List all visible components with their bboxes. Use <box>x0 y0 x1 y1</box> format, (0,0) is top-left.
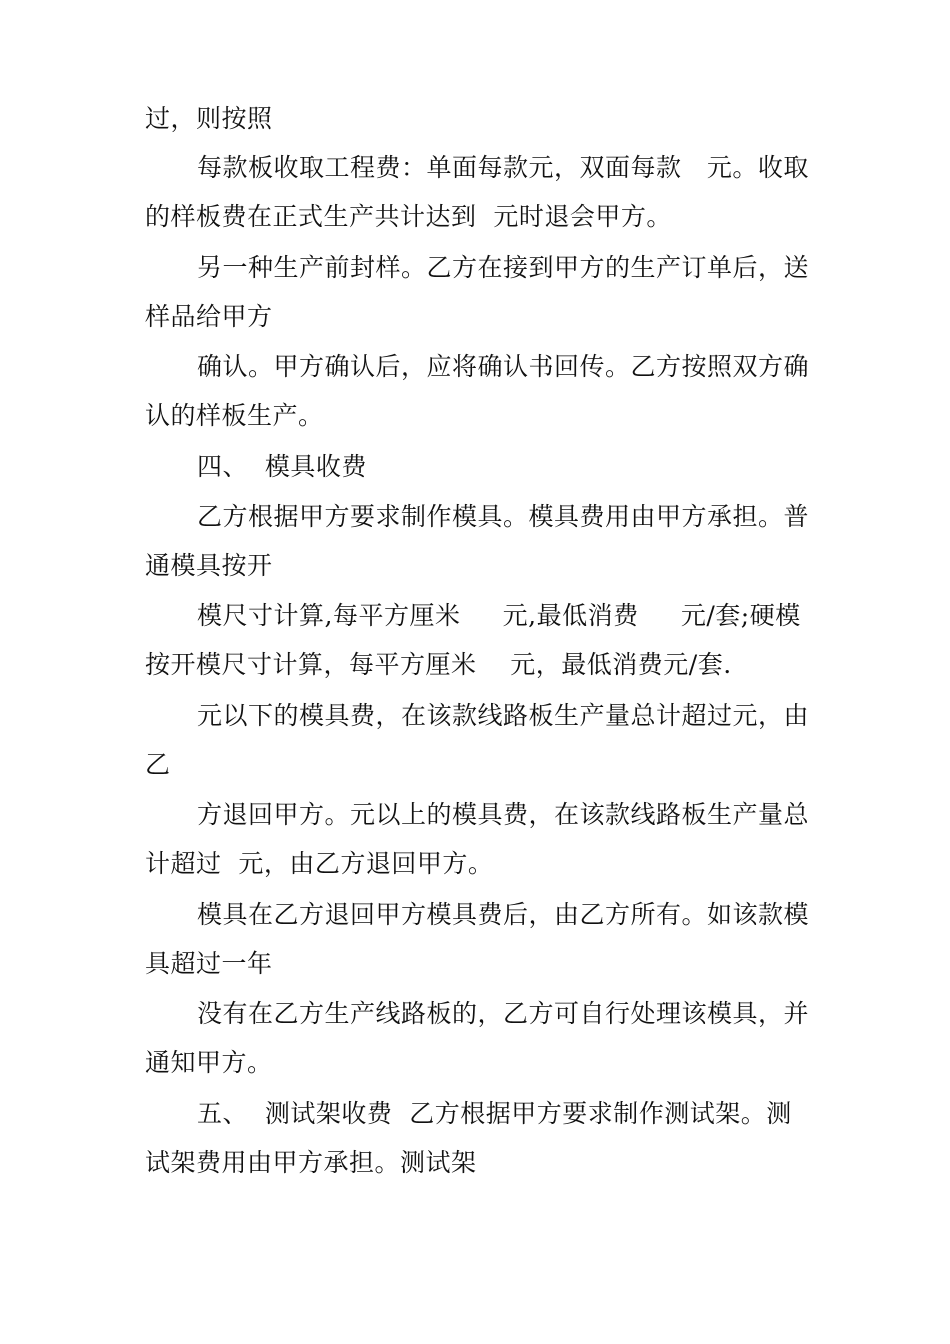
paragraph-4: 确认。甲方确认后，应将确认书回传。乙方按照双方确认的样板生产。 <box>145 352 810 430</box>
paragraph-3: 另一种生产前封样。乙方在接到甲方的生产订单后，送样品给甲方 <box>145 253 810 331</box>
paragraph-2: 每款板收取工程费：单面每款元，双面每款 元。收取的样板费在正式生产共计达到 元时退会甲方。 <box>145 153 809 231</box>
paragraph-9: 模具在乙方退回甲方模具费后，由乙方所有。如该款模具超过一年 <box>145 900 810 978</box>
section-heading-4: 四、 模具收费 <box>197 452 367 481</box>
section-heading-5: 五、 测试架收费 乙方根据甲方要求制作测试架。测试架费用由甲方承担。测试架 <box>145 1099 792 1177</box>
paragraph-8: 方退回甲方。元以上的模具费，在该款线路板生产量总计超过 元，由乙方退回甲方。 <box>145 800 810 878</box>
paragraph-10: 没有在乙方生产线路板的，乙方可自行处理该模具，并通知甲方。 <box>145 999 810 1077</box>
paragraph-5: 乙方根据甲方要求制作模具。模具费用由甲方承担。普通模具按开 <box>145 502 810 580</box>
paragraph-1: 过，则按照 <box>145 104 273 133</box>
paragraph-7: 元以下的模具费，在该款线路板生产量总计超过元，由乙 <box>145 701 810 779</box>
paragraph-6: 模尺寸计算,每平方厘米 元,最低消费 元/套;硬模按开模尺寸计算，每平方厘米 元，最低消费元/套. <box>145 601 801 679</box>
